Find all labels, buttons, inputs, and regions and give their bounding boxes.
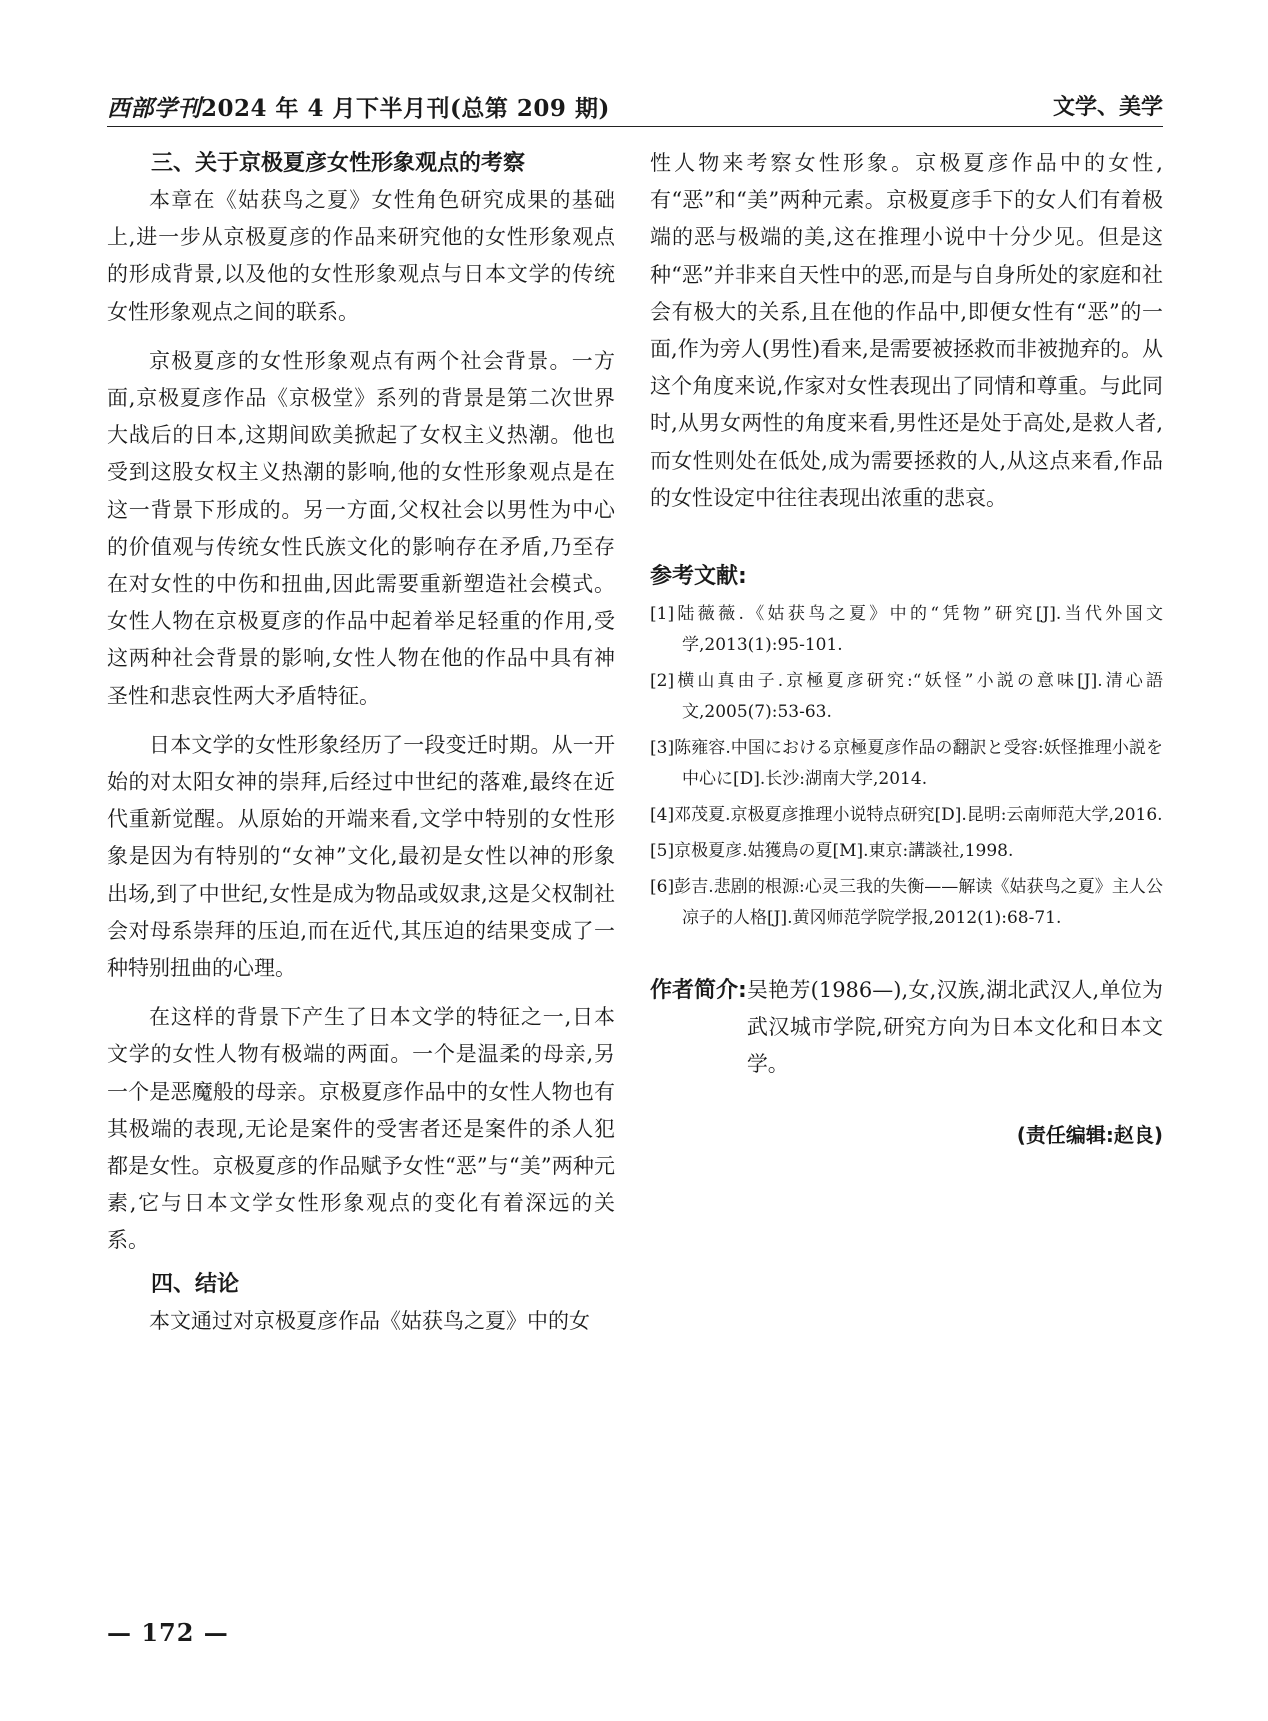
reference-item: [1]陆薇薇.《姑获鸟之夏》中的“凭物”研究[J].当代外国文学,2013(1):95-101.	[650, 604, 1163, 656]
reference-item: [5]京极夏彦.姑獲鳥の夏[M].東京:講談社,1998.	[650, 841, 1014, 862]
body-paragraph-continued: 性人物来考察女性形象。京极夏彦作品中的女性,有“恶”和“美”两种元素。京极夏彦手下的女人们有着极端的恶与极端的美,这在推理小说中十分少见。但是这种“恶”并非来自天性中的恶,而是与自身所处的家庭和社会有极大的关系,且在他的作品中,即便女性有“恶”的一面,作为旁人(男性)看来,是需要被拯救而非被抛弃的。从这个角度来说,作家对女性表现出了同情和尊重。与此同时,从男女两性的角度来看,男性还是处于高处,是救人者,而女性则处在低处,成为需要拯救的人,从这点来看,作品的女性设定中往往表现出浓重的悲哀。	[650, 151, 1163, 510]
reference-item: [2]横山真由子.京極夏彦研究:“妖怪”小説の意味[J].清心語文,2005(7):53-63.	[650, 671, 1163, 723]
section-heading-3: 三、关于京极夏彦女性形象观点的考察	[151, 151, 526, 176]
body-paragraph: 日本文学的女性形象经历了一段变迁时期。从一开始的对太阳女神的崇拜,后经过中世纪的落难,最终在近代重新觉醒。从原始的开端来看,文学中特别的女性形象是因为有特别的“女神”文化,最初是女性以神的形象出场,到了中世纪,女性是成为物品或奴隶,这是父权制社会对母系崇拜的压迫,而在近代,其压迫的结果变成了一种特别扭曲的心理。	[107, 732, 615, 981]
left-column	[107, 145, 615, 1340]
reference-item: [6]彭吉.悲剧的根源:心灵三我的失衡——解读《姑获鸟之夏》主人公凉子的人格[J].黄冈师范学院学报,2012(1):68-71.	[650, 877, 1163, 929]
right-column	[650, 145, 1163, 1154]
author-bio	[650, 972, 1163, 1083]
references-heading: 参考文献:	[650, 564, 747, 590]
body-paragraph: 本文通过对京极夏彦作品《姑获鸟之夏》中的女	[149, 1308, 590, 1333]
body-paragraph: 本章在《姑获鸟之夏》女性角色研究成果的基础上,进一步从京极夏彦的作品来研究他的女性形象观点的形成背景,以及他的女性形象观点与日本文学的传统女性形象观点之间的联系。	[107, 188, 615, 324]
reference-item: [3]陈雍容.中国における京極夏彦作品の翻訳と受容:妖怪推理小説を中心に[D].长沙:湖南大学,2014.	[650, 738, 1163, 790]
author-bio-text: 吴艳芳(1986—),女,汉族,湖北武汉人,单位为武汉城市学院,研究方向为日本文化和日本文学。	[746, 978, 1163, 1077]
journal-issue: 2024 年 4 月下半月刊(总第 209 期)	[201, 95, 610, 122]
reference-item: [4]邓茂夏.京极夏彦推理小说特点研究[D].昆明:云南师范大学,2016.	[650, 805, 1163, 826]
header-rule	[107, 126, 1163, 127]
section-heading-4: 四、结论	[151, 1271, 240, 1297]
section-tag: 文学、美学	[1052, 95, 1163, 120]
journal-info	[107, 90, 610, 123]
body-paragraph: 京极夏彦的女性形象观点有两个社会背景。一方面,京极夏彦作品《京极堂》系列的背景是第二次世界大战后的日本,这期间欧美掀起了女权主义热潮。他也受到这股女权主义热潮的影响,他的女性形象观点是在这一背景下形成的。另一方面,父权社会以男性为中心的价值观与传统女性氏族文化的影响存在矛盾,乃至存在对女性的中伤和扭曲,因此需要重新塑造社会模式。女性人物在京极夏彦的作品中起着举足轻重的作用,受这两种社会背景的影响,女性人物在他的作品中具有神圣性和悲哀性两大矛盾特征。	[107, 348, 615, 708]
author-bio-label: 作者简介:	[650, 978, 747, 1004]
page-number: — 172 —	[107, 1618, 229, 1647]
running-header	[107, 88, 1163, 128]
responsible-editor: (责任编辑:赵良)	[1016, 1123, 1163, 1148]
body-paragraph: 在这样的背景下产生了日本文学的特征之一,日本文学的女性人物有极端的两面。一个是温柔的母亲,另一个是恶魔般的母亲。京极夏彦作品中的女性人物也有其极端的表现,无论是案件的受害者还是案件的杀人犯都是女性。京极夏彦的作品赋予女性“恶”与“美”两种元素,它与日本文学女性形象观点的变化有着深远的关系。	[107, 1005, 615, 1253]
journal-name: 西部学刊	[107, 95, 201, 122]
